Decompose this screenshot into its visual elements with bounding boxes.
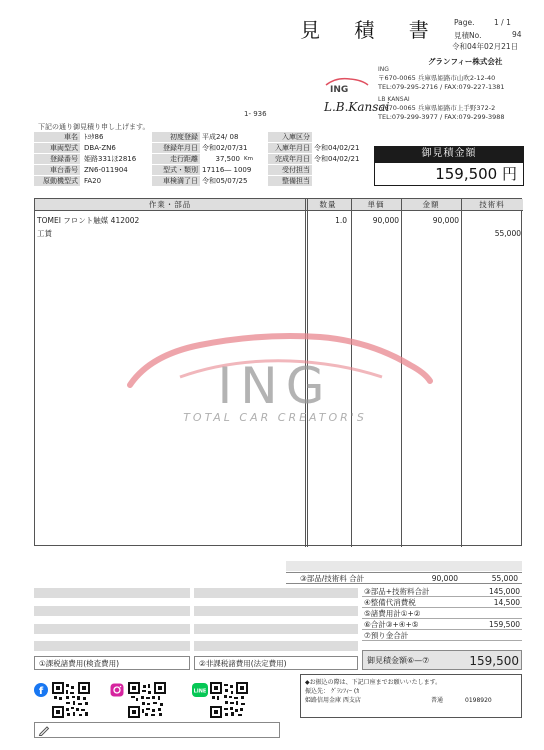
branch-ing-phone: TEL:079-295-2716 / FAX:079-227-1381 bbox=[378, 83, 505, 91]
watermark-logo-text: ING bbox=[217, 357, 333, 415]
grand-total-box bbox=[362, 650, 522, 670]
blank-cell bbox=[194, 606, 358, 616]
car-name-label: 車名 bbox=[34, 132, 80, 142]
bank-payee-label: 振込先 bbox=[305, 688, 324, 695]
entry-date-value: 令和04/02/21 bbox=[314, 144, 360, 152]
bank-transfer-box: ◆お振込の際は、下記口座までお願いいたします。 振込先： ｸﾞﾗﾝﾌｨｰ (ｶ 姫路信用金庫 西支店 普通 0198920 bbox=[300, 674, 522, 718]
blank-cell bbox=[194, 624, 358, 634]
mileage-label: 走行距離 bbox=[152, 154, 200, 164]
reg-date-value: 令和02/07/31 bbox=[202, 144, 248, 152]
entry-type-value bbox=[312, 132, 362, 142]
engine-value: FA20 bbox=[84, 177, 102, 185]
estimate-total-label: 御見積金額 bbox=[374, 146, 524, 162]
col-header-unit: 単価 bbox=[351, 199, 401, 211]
bank-name: 姫路信用金庫 西支店 bbox=[305, 697, 361, 704]
summary-line-value: 159,500 bbox=[488, 620, 520, 629]
branch-lb-name: LB KANSAI bbox=[378, 96, 410, 103]
bank-note: ◆お振込の際は、下記口座までお願いいたします。 bbox=[305, 679, 442, 686]
summary-line-value: 14,500 bbox=[493, 598, 520, 607]
item-name: TOMEI フロント触媒 412002 bbox=[37, 216, 140, 225]
entry-date-label: 入庫年月日 bbox=[268, 143, 312, 153]
intro-note: 下記の通り御見積り申し上げます。 bbox=[38, 123, 150, 131]
summary-line bbox=[362, 598, 522, 608]
page-value: 1 / 1 bbox=[494, 18, 511, 27]
subtotal-parts: 90,000 bbox=[431, 574, 458, 583]
subtotal-row bbox=[286, 572, 522, 584]
lb-kansai-logo: L.B.Kansai bbox=[324, 100, 390, 114]
summary-lines bbox=[362, 587, 522, 643]
estimate-no-value: 94 bbox=[512, 30, 522, 39]
complete-date-value: 令和04/02/21 bbox=[314, 155, 360, 163]
summary-line-label: ③部品+技術料合計 bbox=[364, 587, 430, 596]
summary-line bbox=[362, 609, 522, 619]
item-amount: 90,000 bbox=[432, 216, 459, 225]
page-label: Page. bbox=[454, 18, 475, 27]
subtotal-tech: 55,000 bbox=[491, 574, 518, 583]
car-name-value: ﾄﾖﾀ86 bbox=[84, 133, 104, 141]
instagram-icon[interactable] bbox=[110, 683, 124, 697]
col-divider bbox=[461, 199, 462, 547]
summary-band bbox=[286, 561, 522, 571]
branch-ing-name: ING bbox=[378, 66, 389, 73]
item-tech-fee: 55,000 bbox=[494, 229, 521, 238]
svg-text:f: f bbox=[38, 686, 44, 697]
first-reg-value: 平成24/ 08 bbox=[202, 133, 239, 141]
first-reg-label: 初度登録 bbox=[152, 132, 200, 142]
summary-line bbox=[362, 620, 522, 630]
blank-cell bbox=[194, 641, 358, 651]
svg-text:ING: ING bbox=[330, 85, 349, 94]
document-title: 見 積 書 bbox=[300, 18, 443, 42]
col-header-qty: 数量 bbox=[305, 199, 351, 211]
model-value: DBA-ZN6 bbox=[84, 144, 116, 152]
line-qr-code bbox=[210, 682, 248, 718]
summary-line-label: ⑦預り金合計 bbox=[364, 631, 409, 640]
company-name: グランフィー株式会社 bbox=[428, 57, 503, 66]
summary-line bbox=[362, 587, 522, 597]
reg-no-value: 姫路331ほ2816 bbox=[84, 155, 137, 163]
bank-payee: ｸﾞﾗﾝﾌｨｰ (ｶ bbox=[330, 688, 360, 695]
maint-value bbox=[312, 176, 362, 186]
mileage-unit: Km bbox=[244, 156, 253, 162]
complete-date-label: 完成年月日 bbox=[268, 154, 312, 164]
grand-total-label: 御見積金額⑥—⑦ bbox=[367, 656, 430, 665]
estimate-total-box bbox=[374, 146, 524, 188]
nontaxable-fees-label: ②非課税諸費用(法定費用) bbox=[199, 659, 287, 668]
bank-account-no: 0198920 bbox=[465, 697, 492, 704]
facebook-icon[interactable] bbox=[34, 683, 48, 697]
item-qty: 1.0 bbox=[335, 216, 347, 225]
line-icon-label: LINE bbox=[193, 688, 207, 695]
branch-ing-address: 〒670-0065 兵庫県姫路市山吹2-12-40 bbox=[378, 74, 496, 82]
watermark-logo bbox=[130, 355, 420, 425]
blank-cell bbox=[34, 606, 190, 616]
engine-label: 原動機型式 bbox=[34, 176, 80, 186]
taxable-fees-label: ①課税諸費用(検査費用) bbox=[39, 659, 120, 668]
estimate-date: 令和04年02月21日 bbox=[452, 42, 519, 51]
branch-lb-address: 〒670-0065 兵庫県姫路市上手野372-2 bbox=[378, 104, 496, 112]
reg-no-label: 登録番号 bbox=[34, 154, 80, 164]
estimate-total-value: 159,500 円 bbox=[374, 162, 524, 186]
maint-label: 整備担当 bbox=[268, 176, 312, 186]
receiver-label: 受付担当 bbox=[268, 165, 312, 175]
customer-code: 1- 936 bbox=[244, 110, 267, 118]
pen-icon[interactable] bbox=[38, 725, 50, 736]
watermark-tagline: TOTAL CAR CREATOR'S bbox=[183, 411, 367, 424]
entry-type-label: 入庫区分 bbox=[268, 132, 312, 142]
item-unit-price: 90,000 bbox=[372, 216, 399, 225]
branch-lb-phone: TEL:079-299-3977 / FAX:079-299-3988 bbox=[378, 113, 505, 121]
inspect-value: 令和05/07/25 bbox=[202, 177, 248, 185]
line-icon[interactable] bbox=[192, 683, 208, 697]
item-name: 工賃 bbox=[37, 229, 52, 238]
summary-line-label: ⑤諸費用計①+② bbox=[364, 609, 421, 618]
estimate-no-label: 見積No. bbox=[454, 31, 482, 40]
summary-line bbox=[362, 631, 522, 641]
summary-line-label: ⑥合計③+④+⑤ bbox=[364, 620, 419, 629]
model-label: 車両型式 bbox=[34, 143, 80, 153]
instagram-qr-code bbox=[128, 682, 166, 718]
blank-cell bbox=[34, 588, 190, 598]
type-value: 17116― 1009 bbox=[202, 166, 252, 174]
mileage-value: 37,500 bbox=[215, 155, 240, 163]
chassis-label: 車台番号 bbox=[34, 165, 80, 175]
blank-cell bbox=[34, 624, 190, 634]
facebook-qr-code bbox=[52, 682, 90, 718]
bank-account-type: 普通 bbox=[431, 697, 444, 704]
col-header-item: 作業・部品 bbox=[35, 199, 305, 211]
inspect-label: 車検満了日 bbox=[152, 176, 200, 186]
summary-line-value: 145,000 bbox=[488, 587, 520, 596]
grand-total-value: 159,500 bbox=[469, 654, 519, 668]
col-header-amount: 金額 bbox=[401, 199, 461, 211]
chassis-value: ZN6-011904 bbox=[84, 166, 128, 174]
type-label: 型式・類別 bbox=[152, 165, 200, 175]
nontaxable-fees-box bbox=[194, 656, 358, 670]
ing-logo-icon bbox=[322, 76, 370, 94]
signature-bar[interactable] bbox=[34, 722, 280, 738]
receiver-value bbox=[312, 165, 362, 175]
taxable-fees-box bbox=[34, 656, 190, 670]
col-header-tech: 技術料 bbox=[461, 199, 523, 211]
subtotal-label: ③部品/技術料 合計 bbox=[300, 574, 365, 583]
blank-cell bbox=[34, 641, 190, 651]
reg-date-label: 登録年月日 bbox=[152, 143, 200, 153]
blank-cell bbox=[194, 588, 358, 598]
summary-line-label: ④整備代消費税 bbox=[364, 598, 416, 607]
